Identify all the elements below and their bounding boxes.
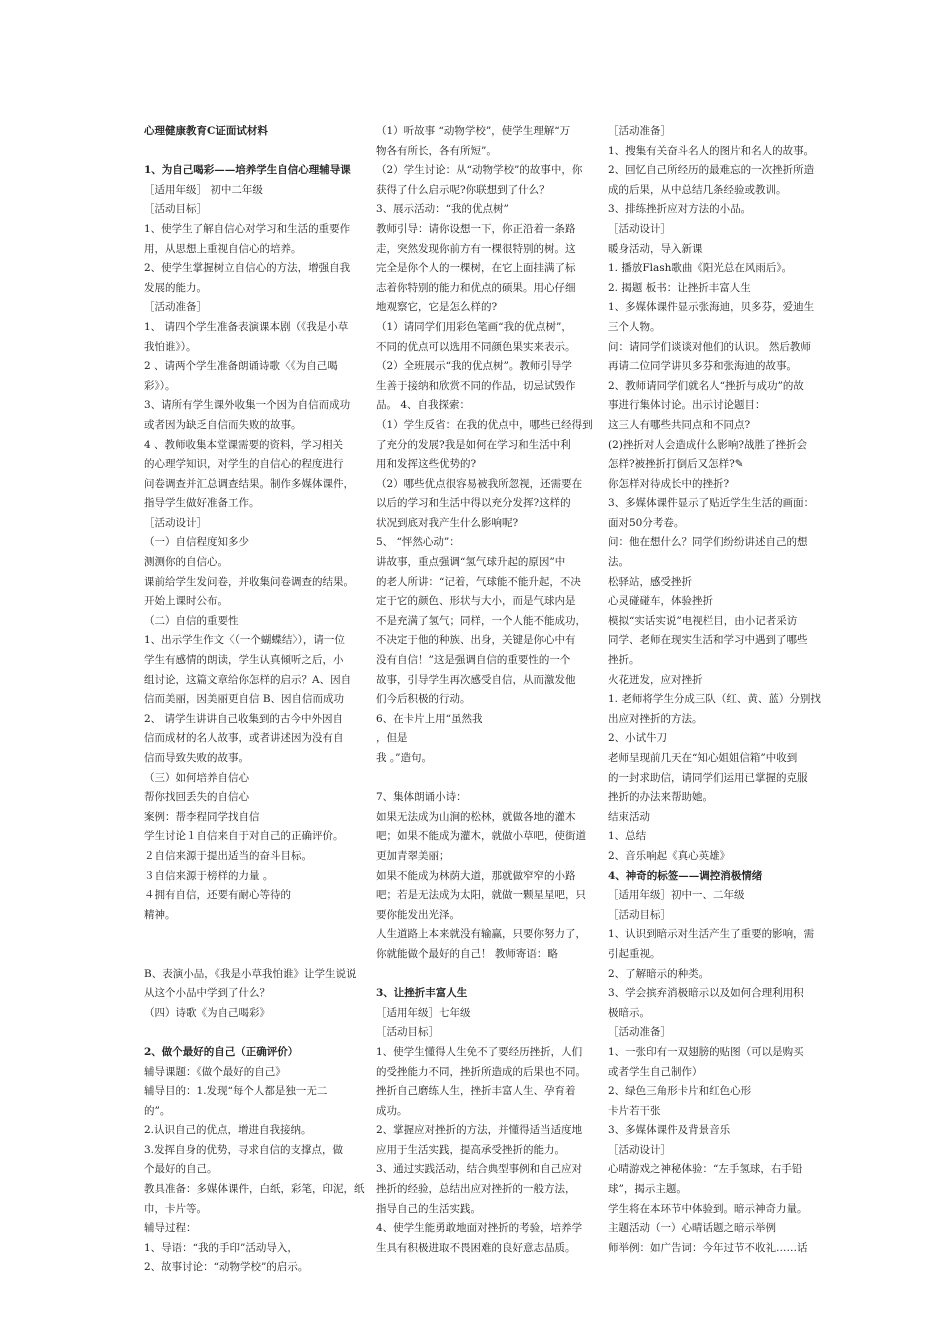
text-line: 用，从思想上重视自信心的培养。	[144, 242, 302, 255]
text-line: 1、 请四个学生准备表演课本剧（《我是小草	[144, 320, 349, 333]
text-line: 品。 4、自我探索：	[376, 399, 471, 412]
text-line: ［活动设计］	[144, 516, 207, 529]
column-left	[144, 122, 365, 1278]
text-line: 或者因为缺乏自信而失败的故事。	[144, 418, 302, 431]
text-line: 极暗示。	[608, 1006, 650, 1019]
text-line: ，但是	[376, 732, 408, 745]
text-line: 3、请所有学生课外收集一个因为自信而成功	[144, 399, 351, 412]
text-line: 课前给学生发问卷，并收集问卷调查的结果。	[144, 575, 354, 588]
text-line: （2）哪些优点很容易被我所忽视，还需要在	[376, 477, 583, 490]
text-line: 2、小试牛刀	[608, 732, 668, 745]
text-line: ［活动设计］	[608, 222, 671, 235]
text-line: 从这个小品中学到了什么？	[144, 987, 270, 1000]
text-line: 2、回忆自己所经历的最难忘的一次挫折所造	[608, 164, 815, 177]
text-line: 吧；如果不能成为灌木，就做小草吧，使街道	[376, 830, 586, 843]
text-line: （二）自信的重要性	[144, 614, 239, 627]
text-line: 生善于接纳和欣赏不同的作品，切忌试毁作	[376, 379, 576, 392]
text-line: 成的后果，从中总结几条经验或教训。	[608, 183, 787, 196]
text-line: 1、总结	[608, 830, 647, 843]
text-line: 火花迸发，应对挫折	[608, 673, 703, 686]
text-line: 信而成材的名人故事，或者讲述因为没有自	[144, 732, 344, 745]
text-line: 状况到底对我产生什么影响呢?	[376, 516, 519, 529]
text-line: 我怕谁》）。	[144, 340, 197, 353]
text-line: 帮你找回丢失的自信心	[144, 791, 249, 804]
text-line: 了充分的发展?我是如何在学习和生活中利	[376, 438, 571, 451]
text-line: 的”。	[144, 1104, 171, 1117]
text-line: 1、使学生懂得人生免不了要经历挫折，人们	[376, 1045, 583, 1058]
text-line: 1. 老师将学生分成三队（红、黄、蓝）分别找	[608, 693, 821, 706]
text-line: 事进行集体讨论。出示讨论题目：	[608, 399, 766, 412]
text-line: 的受挫能力不同，挫折所造成的后果也不同。	[376, 1065, 586, 1078]
text-line: 1、多媒体课件显示张海迪，贝多芬，爱迪生	[608, 301, 815, 314]
text-line: 面对50分考卷。	[608, 516, 685, 529]
text-line: 的老人所讲：“记着，气球能不能升起，不决	[376, 575, 581, 588]
text-line: 挫折自己磨练人生，挫折丰富人生、孕育着	[376, 1085, 576, 1098]
text-line: 巾，卡片等。	[144, 1202, 207, 1215]
text-line: 教师引导：请你设想一下，你正沿着一条路	[376, 222, 576, 235]
text-line: 个最好的自己。	[144, 1163, 218, 1176]
text-line: 学生讨论１自信来自于对自己的正确评价。	[144, 830, 344, 843]
section-heading: 1、为自己喝彩——培养学生自信心理辅导课	[144, 164, 351, 177]
text-line: 如果不能成为林荫大道，那就做窄窄的小路	[376, 869, 576, 882]
text-line: 3、多媒体课件及背景音乐	[608, 1124, 731, 1137]
text-line: 师举例：如广告词：今年过节不收礼……话	[608, 1241, 808, 1254]
text-line: 学生将在本环节中体验到。暗示神奇力量。	[608, 1202, 808, 1215]
section-heading: 2、做个最好的自己（正确评价）	[144, 1045, 299, 1058]
text-line: 模拟“实话实说”电视栏目，由小记者采访	[608, 614, 798, 627]
text-line: 定于它的颜色、形状与大小，而是气球内是	[376, 595, 576, 608]
text-line: 挫折的经验，总结出应对挫折的一般方法，	[376, 1183, 576, 1196]
text-line: 这三人有哪些共同点和不同点?	[608, 418, 751, 431]
text-line: 吧；若是无法成为太阳，就做一颗星星吧，只	[376, 889, 586, 902]
text-line: 主题活动（一）心晴话题之暗示举例	[608, 1222, 776, 1235]
text-line: 法。	[608, 556, 629, 569]
text-line: 案例：帮李程同学找自信	[144, 810, 260, 823]
text-line: (2)挫折对人会造成什么影响?战胜了挫折会	[608, 438, 808, 451]
text-line: ［活动准备］	[144, 301, 207, 314]
text-line	[376, 965, 581, 985]
text-line: （1）听故事 “动物学校”，使学生理解“万	[376, 125, 571, 137]
text-line: 指导自己的生活实践。	[376, 1202, 481, 1215]
text-line: ［活动目标］	[376, 1026, 439, 1039]
text-line: B、表演小品，《我是小草我怕谁》让学生说说	[144, 967, 357, 980]
text-line: 没有自信！”这是强调自信的重要性的一个	[376, 654, 571, 667]
text-line: 三个人物。	[608, 320, 661, 333]
text-line: 6、在卡片上用“虽然我	[376, 712, 483, 725]
text-line: 3、多媒体课件显示了贴近学生生活的画面：	[608, 497, 815, 510]
text-line: 测测你的自信心。	[144, 556, 228, 569]
text-line: （四）诗歌《为自己喝彩》	[144, 1006, 270, 1019]
text-line: 球”，揭示主题。	[608, 1183, 687, 1196]
text-line: 结束活动	[608, 810, 650, 823]
text-line: ２自信来源于提出适当的奋斗目标。	[144, 849, 312, 862]
text-line: 以后的学习和生活中得以充分发挥?这样的	[376, 497, 571, 510]
text-line: ［活动设计］	[608, 1143, 671, 1156]
text-line: （2）学生讨论：从“动物学校”的故事中，你	[376, 164, 583, 177]
column-middle	[376, 122, 593, 1258]
text-line: 卡片若干张	[608, 1104, 661, 1117]
text-line: 1、出示学生作文〈（一个蝴蝶结〉），请一位	[144, 634, 345, 647]
text-line: 1、一张印有一双翅膀的贴图（可以是购买	[608, 1045, 804, 1058]
text-line: （1）学生反省：在我的优点中，哪些已经得到	[376, 418, 593, 431]
text-line: 精神。	[144, 908, 176, 921]
text-line: 故事，引导学生再次感受自信，从而激发他	[376, 673, 576, 686]
text-line: 5、 “怦然心动”：	[376, 536, 460, 549]
text-line: ［活动准备］	[608, 1026, 671, 1039]
text-line: 人生道路上本来就没有输赢，只要你努力了，	[376, 928, 586, 941]
text-line: 2.认识自己的优点，增进自我接纳。	[144, 1124, 312, 1137]
section-heading: 4、神奇的标签——调控消极情绪	[608, 869, 763, 882]
text-line: 同学、老师在现实生活和学习中遇到了哪些	[608, 634, 808, 647]
text-line: 1、导语：“我的手印”活动导入，	[144, 1241, 298, 1254]
text-line: 教具准备：多媒体课件，白纸，彩笔，印泥，纸	[144, 1183, 365, 1196]
text-line: ［适用年级］初中一、二年级	[608, 889, 745, 902]
text-line: 2、故事讨论：“动物学校”的启示。	[144, 1261, 309, 1274]
section-heading: 心理健康教育C证面试材料	[144, 125, 268, 137]
text-line: 3、排练挫折应对方法的小品。	[608, 203, 752, 216]
text-line: 再请二位同学讲贝多芬和张海迪的故事。	[608, 360, 797, 373]
text-line	[144, 1023, 349, 1043]
column-right	[608, 122, 821, 1258]
text-line: 4、使学生能勇敢地面对挫折的考验，培养学	[376, 1222, 583, 1235]
text-line: 彩》）。	[144, 379, 176, 392]
text-line: 2、教师请同学们就名人“挫折与成功”的故	[608, 379, 804, 392]
text-line: 生具有积极进取不畏困难的良好意志品质。	[376, 1241, 576, 1254]
text-line	[376, 769, 581, 789]
text-line: ［适用年级］ 初中二年级	[144, 183, 263, 196]
section-heading: 3、让挫折丰富人生	[376, 987, 468, 1000]
text-line: 发展的能力。	[144, 281, 207, 294]
text-line: 学生有感情的朗读，学生认真倾听之后，小	[144, 654, 344, 667]
text-line: 更加青翠美丽；	[376, 849, 450, 862]
text-line: 的一封求助信，请同学们运用已掌握的克服	[608, 771, 808, 784]
text-line: 辅导课题：《做个最好的自己》	[144, 1065, 286, 1078]
text-line: 1、认识到暗示对生活产生了重要的影响，需	[608, 928, 815, 941]
text-line: 2. 揭题 板书：让挫折丰富人生	[608, 281, 751, 294]
text-line: 我 。”造句。	[376, 752, 432, 764]
text-line: 开始上课时公布。	[144, 595, 228, 608]
text-line: 问：请同学们谈谈对他们的认识。 然后教师	[608, 340, 811, 353]
text-line: 用和发挥这些优势的?	[376, 458, 477, 471]
text-line: 要你能发出光泽。	[376, 908, 460, 921]
text-line: 2、 请学生讲讲自己收集到的古今中外因自	[144, 712, 344, 725]
text-line: 不同的优点可以选用不同颜色果实来表示。	[376, 340, 576, 353]
text-line: 问卷调查并汇总调查结果。制作多媒体课件，	[144, 477, 354, 490]
text-line: 2、音乐响起《真心英雄》	[608, 849, 731, 862]
text-line: 志着你特别的能力和优点的硕果。用心仔细	[376, 281, 576, 294]
text-line: （2）全班展示“我的优点树”。教师引导学	[376, 360, 572, 373]
text-line: 3、展示活动：“我的优点树”	[376, 203, 509, 216]
text-line: 2、掌握应对挫折的方法，并懂得适当适度地	[376, 1124, 583, 1137]
text-line: 成功。	[376, 1104, 408, 1117]
text-line: ［活动目标］	[144, 203, 207, 216]
text-line: 挫折的办法来帮助她。	[608, 791, 713, 804]
text-line: 老师呈现前几天在“知心姐姐信箱”中收到	[608, 752, 798, 764]
text-line: 如果无法成为山涧的松林，就做各地的灌木	[376, 810, 576, 823]
text-line: 1、使学生了解自信心对学习和生活的重要作	[144, 222, 351, 235]
text-line	[144, 925, 349, 945]
text-line: 完全是你个人的一棵树，在它上面挂满了标	[376, 262, 576, 275]
text-line: 讲故事，重点强调“氢气球升起的原因”中	[376, 556, 566, 569]
text-line: ３自信来源于榜样的力量 。	[144, 869, 274, 882]
text-line: 指导学生做好准备工作。	[144, 497, 260, 510]
text-line: 不是充满了氢气；同样，一个人能不能成功，	[376, 614, 586, 627]
text-line: 出应对挫折的方法。	[608, 712, 703, 725]
text-line: 的心理学知识，对学生的自信心的程度进行	[144, 458, 344, 471]
text-line: 组讨论，这篇文章给你怎样的启示？A、因自	[144, 673, 352, 686]
text-line: 心灵碰碰车，体验挫折	[608, 595, 713, 608]
text-line: 挫折。	[608, 654, 640, 667]
text-line: 2、绿色三角形卡片和红色心形	[608, 1085, 752, 1098]
text-line: ［适用年级］七年级	[376, 1006, 471, 1019]
text-line: ［活动准备］	[608, 125, 671, 137]
text-line: 心晴游戏之神秘体验：“左手氢球，右手铅	[608, 1163, 803, 1176]
text-line: 引起重视。	[608, 947, 661, 960]
text-line: 你就能做个最好的自己！ 教师寄语：略	[376, 947, 558, 960]
text-line	[144, 945, 349, 965]
text-line: ４拥有自信，还要有耐心等待的	[144, 889, 291, 902]
text-line: 2、了解暗示的种类。	[608, 967, 710, 980]
text-line: 4 、教师收集本堂课需要的资料，学习相关	[144, 438, 344, 451]
text-line: 获得了什么启示呢?你联想到了什么？	[376, 183, 550, 196]
text-line: 物各有所长，各有所短”。	[376, 144, 497, 157]
text-line: 应用于生活实践，提高承受挫折的能力。	[376, 1143, 565, 1156]
text-line: 3、通过实践活动，结合典型事例和自己应对	[376, 1163, 583, 1176]
text-line: （1）请同学们用彩色笔画“我的优点树”，	[376, 320, 572, 333]
text-line: （三）如何培养自信心	[144, 771, 249, 784]
text-line: 不决定于他的种族、出身，关键是你心中有	[376, 634, 576, 647]
text-line: 辅导目的：1.发现“每个人都是独一无二	[144, 1085, 328, 1098]
text-line: 怎样?被挫折打倒后又怎样?✎	[608, 458, 744, 471]
text-line: 1. 播放Flash歌曲《阳光总在风雨后》。	[608, 262, 793, 275]
text-line: 2、使学生掌握树立自信心的方法，增强自我	[144, 262, 351, 275]
text-line: 3、学会摈弃消极暗示以及如何合理利用积	[608, 987, 804, 1000]
text-line: 地观察它，它是怎么样的?	[376, 301, 498, 314]
text-line: 或者学生自己制作）	[608, 1065, 703, 1078]
text-line: 信而导致失败的故事。	[144, 752, 249, 764]
text-line: 1、搜集有关奋斗名人的图片和名人的故事。	[608, 144, 815, 157]
text-line: 3.发挥自身的优势，寻求自信的支撑点，做	[144, 1143, 344, 1156]
text-line: 你怎样对待成长中的挫折?	[608, 477, 730, 490]
text-line: 2 、请两个学生准备朗诵诗歌〈《为自己喝	[144, 360, 338, 373]
text-line	[144, 142, 349, 162]
text-line: 信而美丽，因美丽更自信 B、因自信而成功	[144, 693, 345, 706]
text-line: 7、集体朗诵小诗：	[376, 791, 467, 804]
text-line: （一）自信程度知多少	[144, 536, 249, 549]
text-line: 走，突然发现你前方有一棵很特别的树。这	[376, 242, 576, 255]
text-line: 松驿站，感受挫折	[608, 575, 692, 588]
text-line: 们今后积极的行动。	[376, 693, 471, 706]
text-line: 暖身活动，导入新课	[608, 242, 703, 255]
text-line: 问：他在想什么？同学们纷纷讲述自己的想	[608, 536, 808, 549]
text-line: 辅导过程：	[144, 1222, 197, 1235]
text-line: ［活动目标］	[608, 908, 671, 921]
